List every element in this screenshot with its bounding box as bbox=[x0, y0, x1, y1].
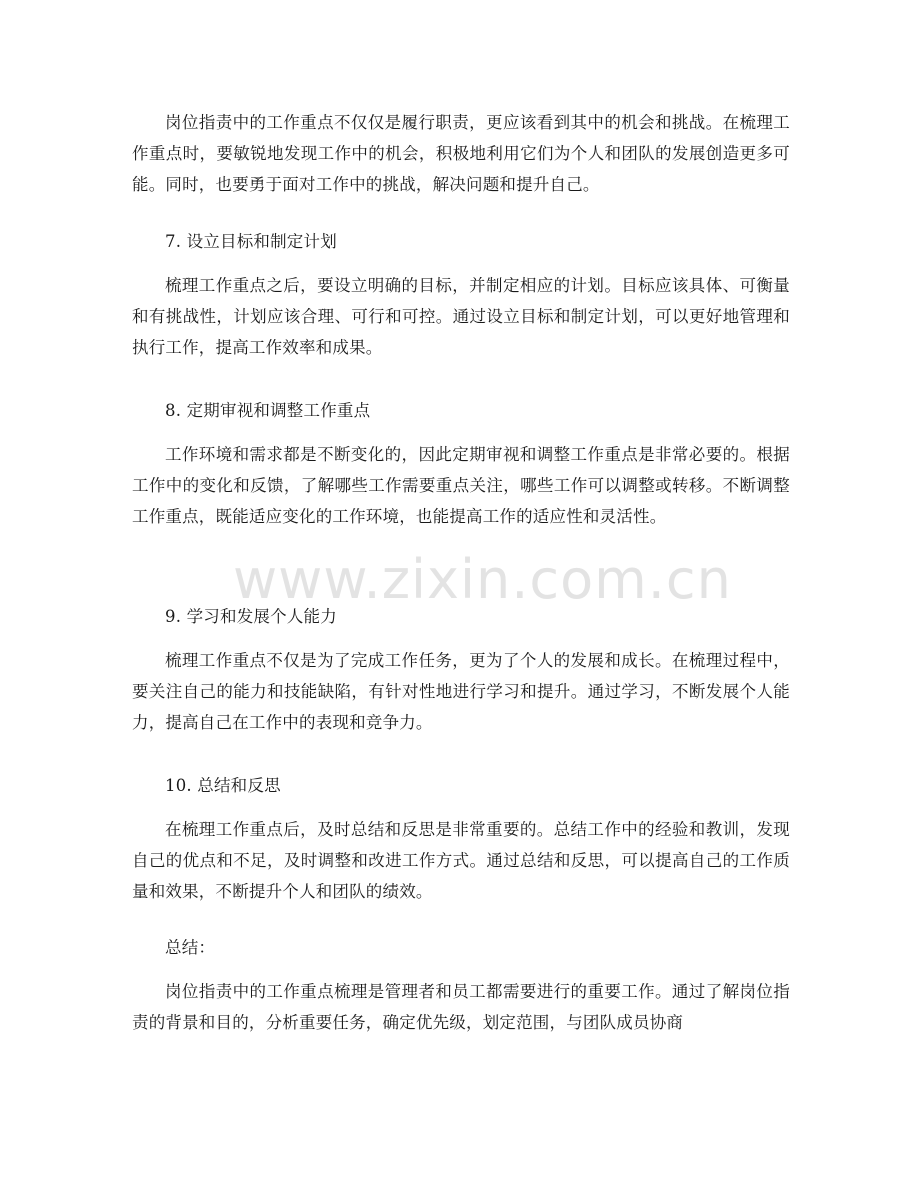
paragraph-summary-reflection: 在梳理工作重点后，及时总结和反思是非常重要的。总结工作中的经验和教训，发现自己的优点和不足，及时调整和改进工作方式。通过总结和反思，可以提高自己的工作质量和效果，不断提升个人和团队的绩效。 bbox=[132, 820, 790, 901]
section-heading-10: 10. 总结和反思 bbox=[165, 776, 281, 795]
paragraph-opportunities-challenges: 岗位指责中的工作重点不仅仅是履行职责，更应该看到其中的机会和挑战。在梳理工作重点时，要敏锐地发现工作中的机会，积极地利用它们为个人和团队的发展创造更多可能。同时，也要勇于面对工作中的挑战，解决问题和提升自己。 bbox=[132, 113, 790, 194]
paragraph-learning-development: 梳理工作重点不仅是为了完成工作任务，更为了个人的发展和成长。在梳理过程中，要关注自己的能力和技能缺陷，有针对性地进行学习和提升。通过学习，不断发展个人能力，提高自己在工作中的表现和竞争力。 bbox=[132, 651, 790, 732]
paragraph-goals-plans: 梳理工作重点之后，要设立明确的目标，并制定相应的计划。目标应该具体、可衡量和有挑战性，计划应该合理、可行和可控。通过设立目标和制定计划，可以更好地管理和执行工作，提高工作效率和成果。 bbox=[132, 276, 790, 357]
paragraph-review-adjust: 工作环境和需求都是不断变化的，因此定期审视和调整工作重点是非常必要的。根据工作中的变化和反馈，了解哪些工作需要重点关注，哪些工作可以调整或转移。不断调整工作重点，既能适应变化的工作环境，也能提高工作的适应性和灵活性。 bbox=[132, 445, 790, 526]
section-heading-7: 7. 设立目标和制定计划 bbox=[165, 232, 337, 251]
section-heading-8: 8. 定期审视和调整工作重点 bbox=[165, 401, 371, 420]
summary-heading: 总结： bbox=[165, 938, 216, 957]
watermark: www.zixin.com.cn bbox=[233, 548, 732, 611]
paragraph-conclusion: 岗位指责中的工作重点梳理是管理者和员工都需要进行的重要工作。通过了解岗位指责的背景和目的，分析重要任务，确定优先级，划定范围，与团队成员协商 bbox=[132, 982, 790, 1032]
section-heading-9: 9. 学习和发展个人能力 bbox=[165, 607, 337, 626]
